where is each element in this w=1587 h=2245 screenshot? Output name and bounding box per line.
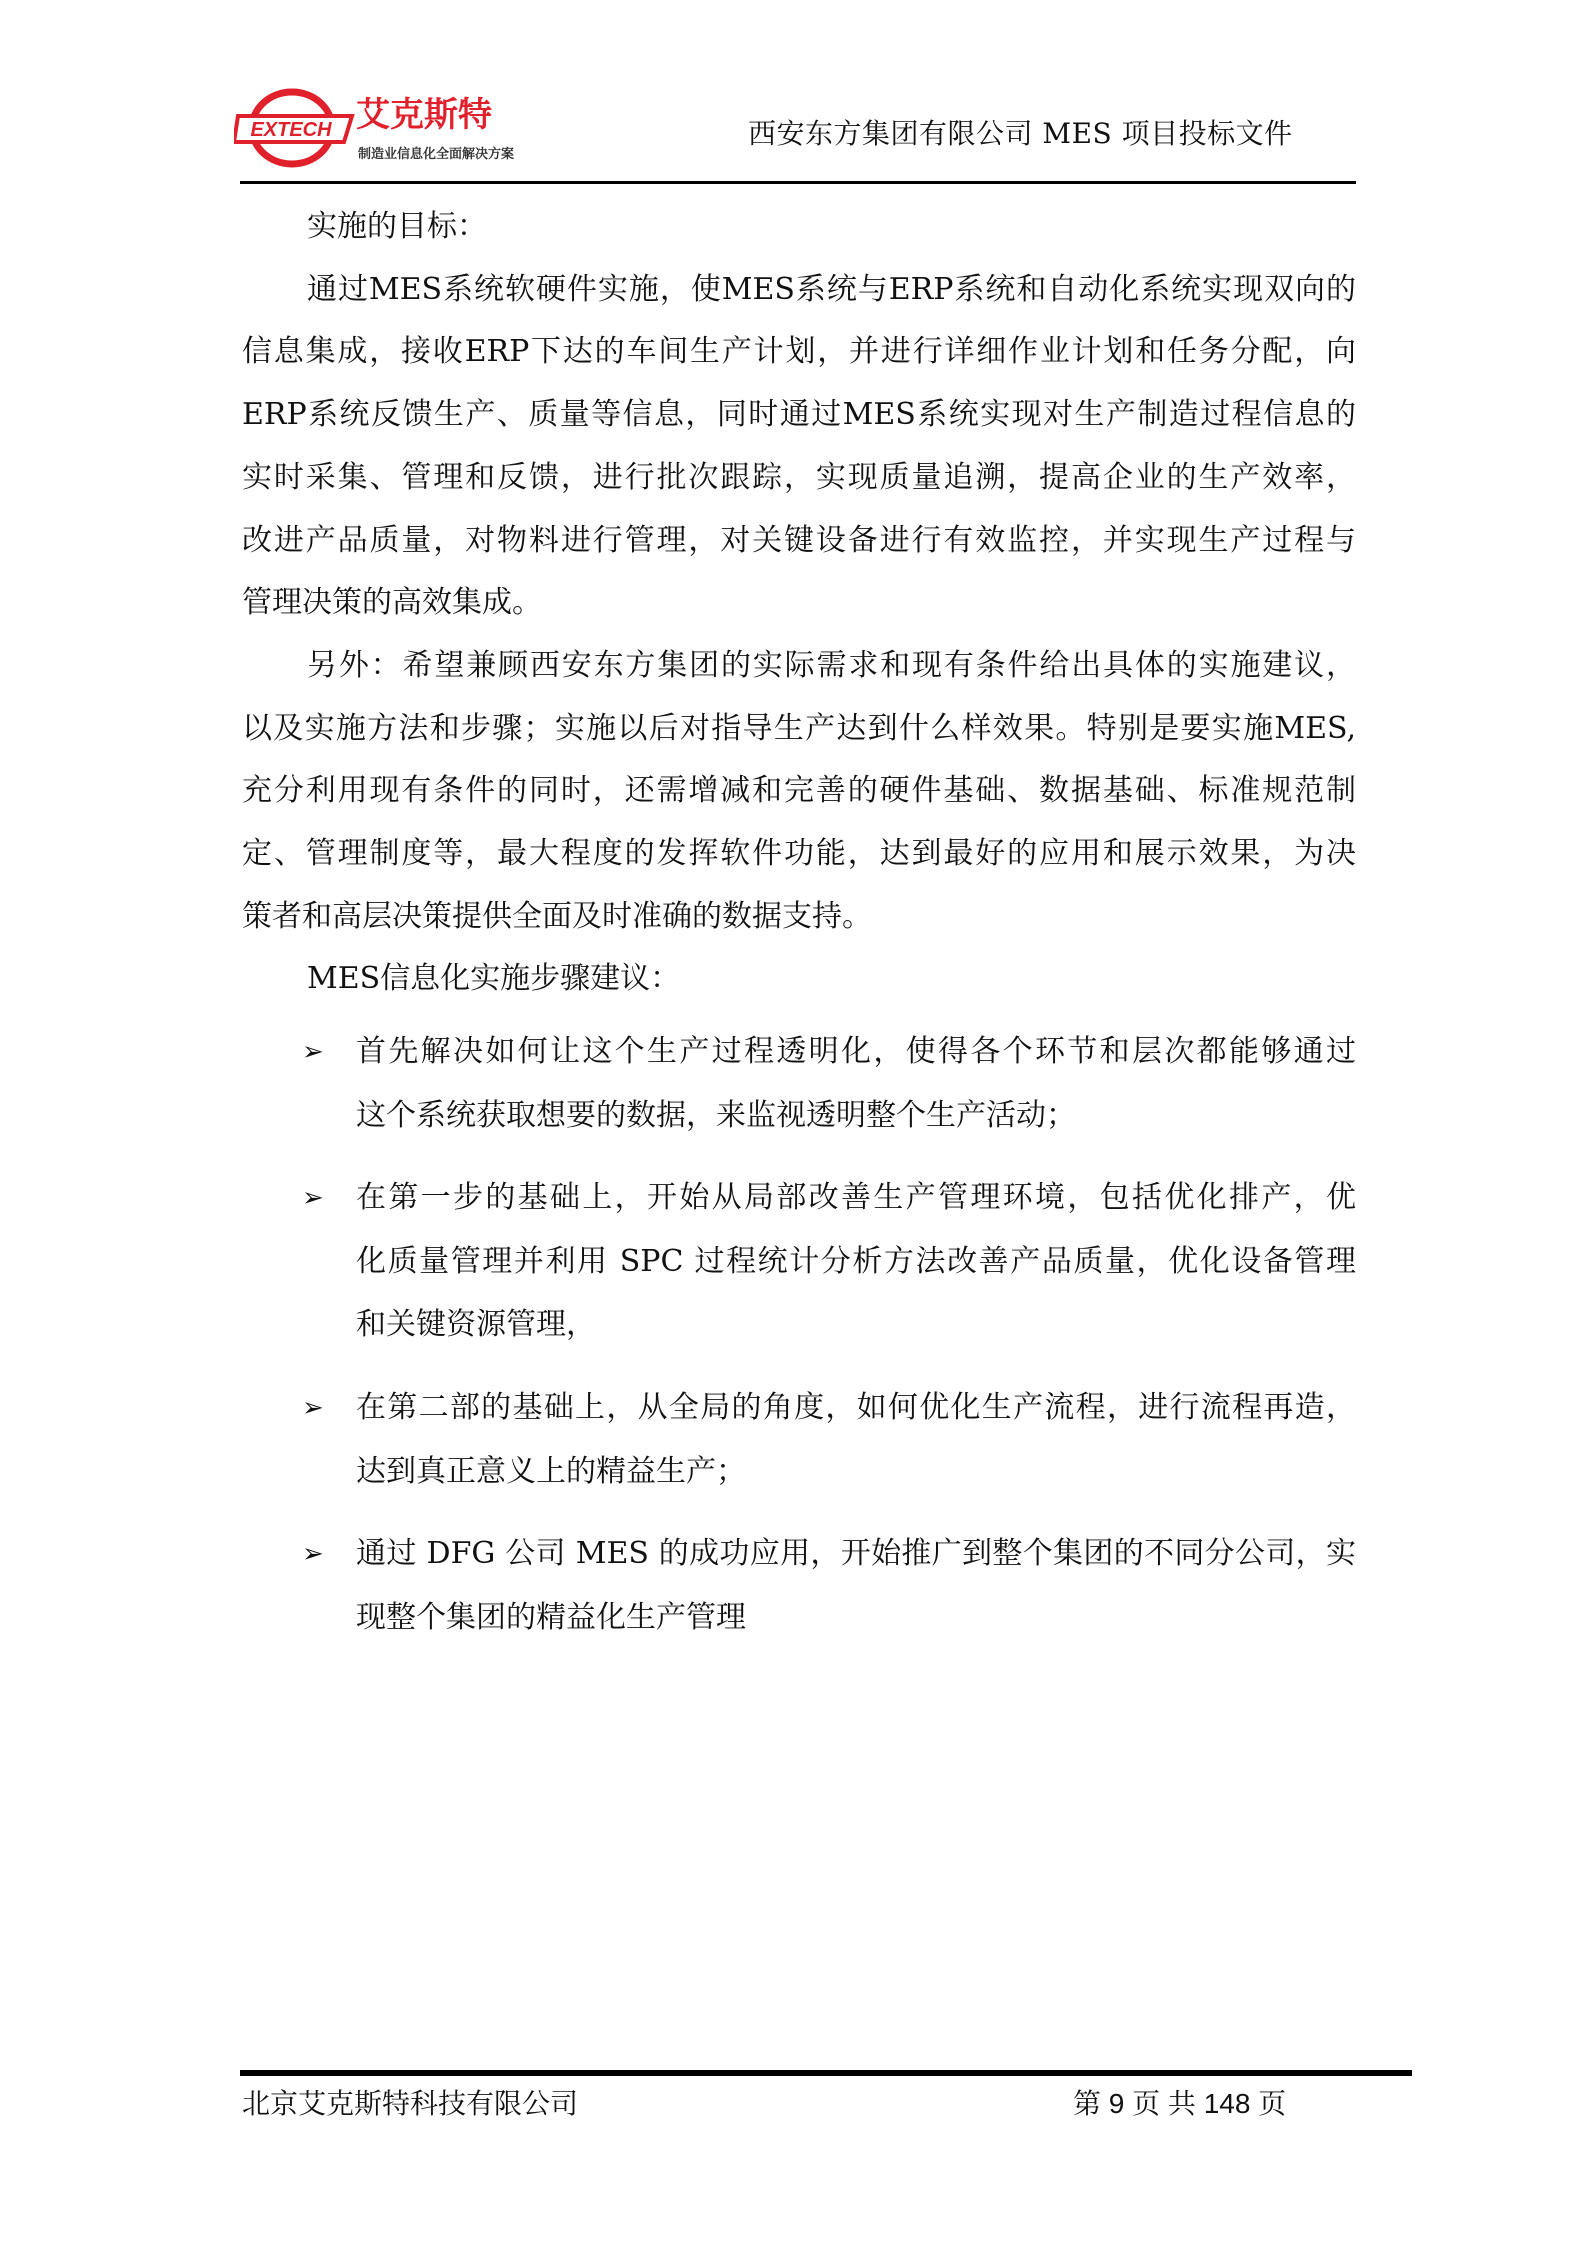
- paragraph-line: 实时采集、管理和反馈，进行批次跟踪，实现质量追溯，提高企业的生产效率，: [242, 459, 1356, 495]
- svg-text:EXTECH: EXTECH: [250, 119, 332, 141]
- paragraph-line: 管理决策的高效集成。: [242, 585, 542, 621]
- goal-heading: 实施的目标：: [307, 209, 487, 244]
- svg-text:制造业信息化全面解决方案: 制造业信息化全面解决方案: [358, 147, 515, 162]
- paragraph-line: 充分利用现有条件的同时，还需增减和完善的硬件基础、数据基础、标准规范制: [242, 773, 1356, 809]
- extech-logo: [234, 88, 544, 168]
- paragraph-line: 定、管理制度等，最大程度的发挥软件功能，达到最好的应用和展示效果，为决: [242, 836, 1356, 871]
- bullet-arrow-icon: ➢: [302, 1183, 324, 1213]
- bullet-line: 在第一步的基础上，开始从局部改善生产管理环境，包括优化排产，优: [356, 1180, 1356, 1215]
- header-divider: [240, 181, 1356, 184]
- paragraph-line: 以及实施方法和步骤；实施以后对指导生产达到什么样效果。特别是要实施MES,: [242, 710, 1356, 746]
- footer-divider: [240, 2070, 1412, 2076]
- paragraph-line: 策者和高层决策提供全面及时准确的数据支持。: [242, 898, 872, 934]
- bullet-arrow-icon: ➢: [302, 1539, 324, 1569]
- paragraph-line: 改进产品质量，对物料进行管理，对关键设备进行有效监控，并实现生产过程与: [242, 522, 1356, 558]
- paragraph-line: 另外：希望兼顾西安东方集团的实际需求和现有条件给出具体的实施建议，: [307, 647, 1356, 683]
- svg-text:艾克斯特: 艾克斯特: [356, 95, 492, 135]
- paragraph-line: ERP系统反馈生产、质量等信息，同时通过MES系统实现对生产制造过程信息的: [242, 397, 1356, 433]
- steps-heading: MES信息化实施步骤建议：: [307, 961, 681, 997]
- bullet-line: 和关键资源管理，: [356, 1307, 596, 1342]
- bullet-line: 现整个集团的精益化生产管理: [356, 1599, 746, 1635]
- bullet-line: 在第二部的基础上，从全局的角度，如何优化生产流程，进行流程再造，: [356, 1390, 1356, 1425]
- header-title: 西安东方集团有限公司 MES 项目投标文件: [748, 117, 1293, 150]
- bullet-arrow-icon: ➢: [302, 1037, 324, 1067]
- bullet-line: 首先解决如何让这个生产过程透明化，使得各个环节和层次都能够通过: [356, 1034, 1356, 1069]
- paragraph-line: 信息集成，接收ERP下达的车间生产计划，并进行详细作业计划和任务分配，向: [242, 334, 1356, 370]
- bullet-line: 这个系统获取想要的数据，来监视透明整个生产活动；: [356, 1097, 1076, 1133]
- bullet-line: 化质量管理并利用 SPC 过程统计分析方法改善产品质量，优化设备管理: [356, 1243, 1356, 1279]
- paragraph-line: 通过MES系统软硬件实施，使MES系统与ERP系统和自动化系统实现双向的: [307, 271, 1356, 307]
- bullet-line: 通过 DFG 公司 MES 的成功应用，开始推广到整个集团的不同分公司，实: [356, 1536, 1356, 1571]
- footer-company: 北京艾克斯特科技有限公司: [242, 2088, 579, 2119]
- footer-page-number: 第 9 页 共 148 页: [1073, 2088, 1287, 2119]
- bullet-arrow-icon: ➢: [302, 1393, 324, 1423]
- bullet-line: 达到真正意义上的精益生产；: [356, 1453, 746, 1489]
